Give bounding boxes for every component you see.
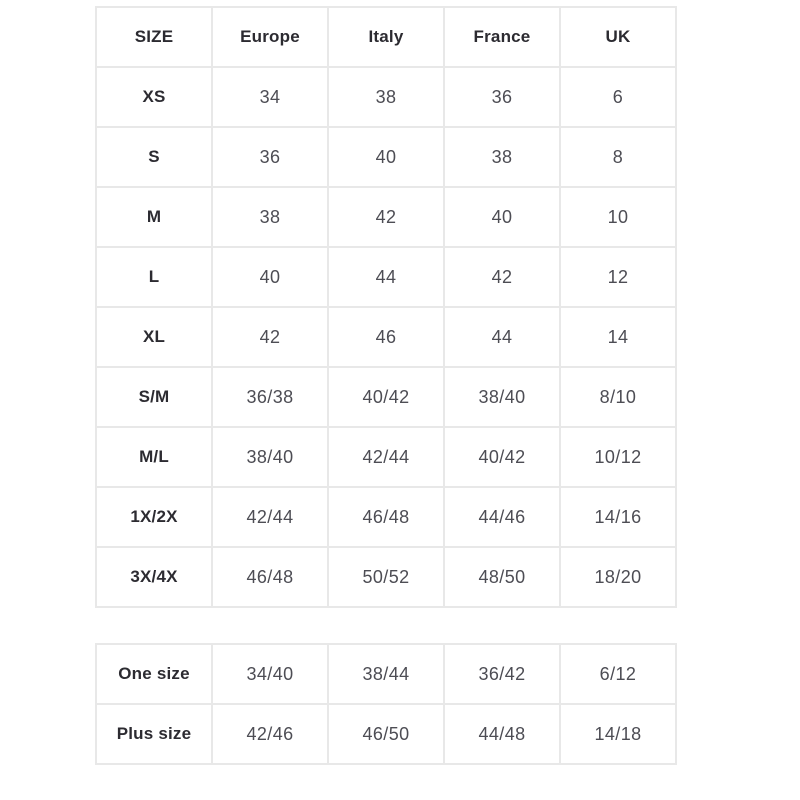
table-value-cell: 36/38 [212,367,328,427]
table-value-cell: 14 [560,307,676,367]
table-value-cell: 44 [444,307,560,367]
table-value-cell: 42/44 [212,487,328,547]
row-label-cell: Plus size [96,704,212,764]
table-value-cell: 46/50 [328,704,444,764]
table-row [96,187,676,247]
table-value-cell: 36/42 [444,644,560,704]
table-value-cell: 38/40 [444,367,560,427]
table-value-cell: 14/16 [560,487,676,547]
table-row [96,307,676,367]
row-label-cell: S/M [96,367,212,427]
table-value-cell: 40 [328,127,444,187]
table-row [96,427,676,487]
column-header-uk: UK [560,7,676,67]
table-value-cell: 38/44 [328,644,444,704]
table-value-cell: 40 [444,187,560,247]
row-label-cell: M/L [96,427,212,487]
table-value-cell: 6/12 [560,644,676,704]
table-value-cell: 40/42 [444,427,560,487]
table-row [96,644,676,704]
size-conversion-table [95,6,677,608]
table-value-cell: 42 [444,247,560,307]
column-header-europe: Europe [212,7,328,67]
table-value-cell: 40/42 [328,367,444,427]
table-value-cell: 42 [212,307,328,367]
table-value-cell: 44 [328,247,444,307]
column-header-italy: Italy [328,7,444,67]
table-value-cell: 6 [560,67,676,127]
column-header-france: France [444,7,560,67]
column-header-size: SIZE [96,7,212,67]
row-label-cell: XL [96,307,212,367]
table-value-cell: 46/48 [328,487,444,547]
table-value-cell: 18/20 [560,547,676,607]
table-value-cell: 12 [560,247,676,307]
table-value-cell: 50/52 [328,547,444,607]
row-label-cell: 1X/2X [96,487,212,547]
table-value-cell: 40 [212,247,328,307]
table-row [96,127,676,187]
table-row [96,67,676,127]
table-value-cell: 34/40 [212,644,328,704]
row-label-cell: M [96,187,212,247]
table-header [96,7,676,67]
table-value-cell: 46 [328,307,444,367]
extra-table-body [96,644,676,764]
row-label-cell: 3X/4X [96,547,212,607]
table-value-cell: 42/44 [328,427,444,487]
size-conversion-page [95,6,677,765]
table-row [96,704,676,764]
header-row [96,7,676,67]
table-value-cell: 8 [560,127,676,187]
table-value-cell: 42/46 [212,704,328,764]
table-value-cell: 36 [444,67,560,127]
table-row [96,367,676,427]
table-row [96,487,676,547]
row-label-cell: S [96,127,212,187]
table-row [96,547,676,607]
table-value-cell: 34 [212,67,328,127]
table-row [96,247,676,307]
table-value-cell: 42 [328,187,444,247]
table-value-cell: 14/18 [560,704,676,764]
table-value-cell: 38 [328,67,444,127]
row-label-cell: XS [96,67,212,127]
table-value-cell: 38 [444,127,560,187]
one-size-plus-size-table [95,643,677,765]
table-value-cell: 10 [560,187,676,247]
table-value-cell: 44/46 [444,487,560,547]
row-label-cell: L [96,247,212,307]
table-value-cell: 48/50 [444,547,560,607]
table-value-cell: 36 [212,127,328,187]
row-label-cell: One size [96,644,212,704]
table-value-cell: 38 [212,187,328,247]
table-value-cell: 38/40 [212,427,328,487]
table-value-cell: 8/10 [560,367,676,427]
size-table-body [96,67,676,607]
table-value-cell: 10/12 [560,427,676,487]
table-value-cell: 46/48 [212,547,328,607]
table-value-cell: 44/48 [444,704,560,764]
